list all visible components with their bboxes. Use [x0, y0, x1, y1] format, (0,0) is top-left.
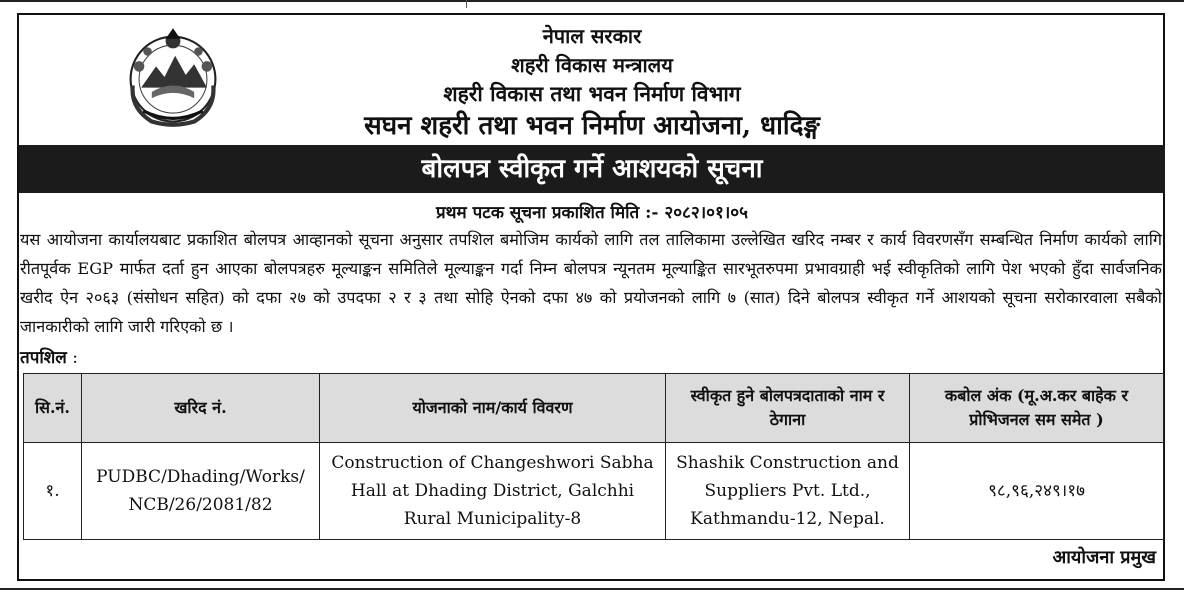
- header-line-government: नेपाल सरकार: [542, 24, 642, 48]
- schedule-label-text: तपशिल: [20, 348, 67, 368]
- schedule-label: [20, 345, 78, 368]
- notice-title-banner: बोलपत्र स्वीकृत गर्ने आशयको सूचना: [19, 145, 1165, 193]
- top-tick-mark: [466, 0, 467, 8]
- column-header-amount: कबोल अंक (मू.अ.कर बाहेक र प्रोभिजनल सम समेत ): [910, 374, 1164, 443]
- column-header-bidder: स्वीकृत हुने बोलपत्रदाताको नाम र ठेगाना: [666, 374, 910, 443]
- schedule-colon: :: [66, 348, 78, 368]
- bid-table: [23, 373, 1164, 540]
- table-row: [24, 443, 1164, 540]
- cell-amount: ९८,९६,२४९।१७: [910, 443, 1164, 540]
- signature-project-chief: आयोजना प्रमुख: [1052, 547, 1156, 568]
- cell-sn: १.: [24, 443, 82, 540]
- column-header-procurement-no: खरिद नं.: [82, 374, 320, 443]
- cell-bidder: Shashik Construction and Suppliers Pvt. Ltd., Kathmandu-12, Nepal.: [666, 443, 910, 540]
- publication-date: प्रथम पटक सूचना प्रकाशित मिति :- २०८२।०१।०५: [435, 203, 748, 223]
- top-border-rule: [0, 0, 1184, 2]
- notice-body-text: यस आयोजना कार्यालयबाट प्रकाशित बोलपत्र आव्हानको सूचना अनुसार तपशिल बमोजिम कार्यको लागि तल तालिकामा उल्लेखित खरिद नम्बर र कार्य विवरणसँग सम्बन्धित निर्माण कार्यको लागि रीतपूर्वक EGP मार्फत दर्ता हुन आएका बोलपत्रहरु मूल्याङ्कन समितिले मूल्याङ्कन गर्दा निम्न बोलपत्र न्यूनतम मूल्याङ्कित सारभूतरुपमा प्रभावग्राही भई स्वीकृतिको लागि पेश भएको हुँदा सार्वजनिक खरीद ऐन २०६३ (संसोधन सहित) को दफा २७ को उपदफा २ र ३ तथा सोहि ऐनको दफा ४७ को प्रयोजनको लागि ७ (सात) दिने बोलपत्र स्वीकृत गर्ने आशयको सूचना सरोकारवाला सबैको जानकारीको लागि जारी गरिएको छ ।: [20, 230, 1162, 336]
- column-header-project: योजनाको नाम/कार्य विवरण: [320, 374, 666, 443]
- bottom-border-rule: [0, 588, 1184, 590]
- header-line-ministry: शहरी विकास मन्त्रालय: [511, 53, 673, 77]
- cell-project: Construction of Changeshwori Sabha Hall at Dhading District, Galchhi Rural Municipality-8: [320, 443, 666, 540]
- table-header-row: [24, 374, 1164, 443]
- column-header-sn: सि.नं.: [24, 374, 82, 443]
- header-line-department: शहरी विकास तथा भवन निर्माण विभाग: [443, 81, 741, 106]
- header-line-project: सघन शहरी तथा भवन निर्माण आयोजना, धादिङ्ग: [364, 111, 820, 141]
- cell-procurement-no: PUDBC/Dhading/Works/ NCB/26/2081/82: [82, 443, 320, 540]
